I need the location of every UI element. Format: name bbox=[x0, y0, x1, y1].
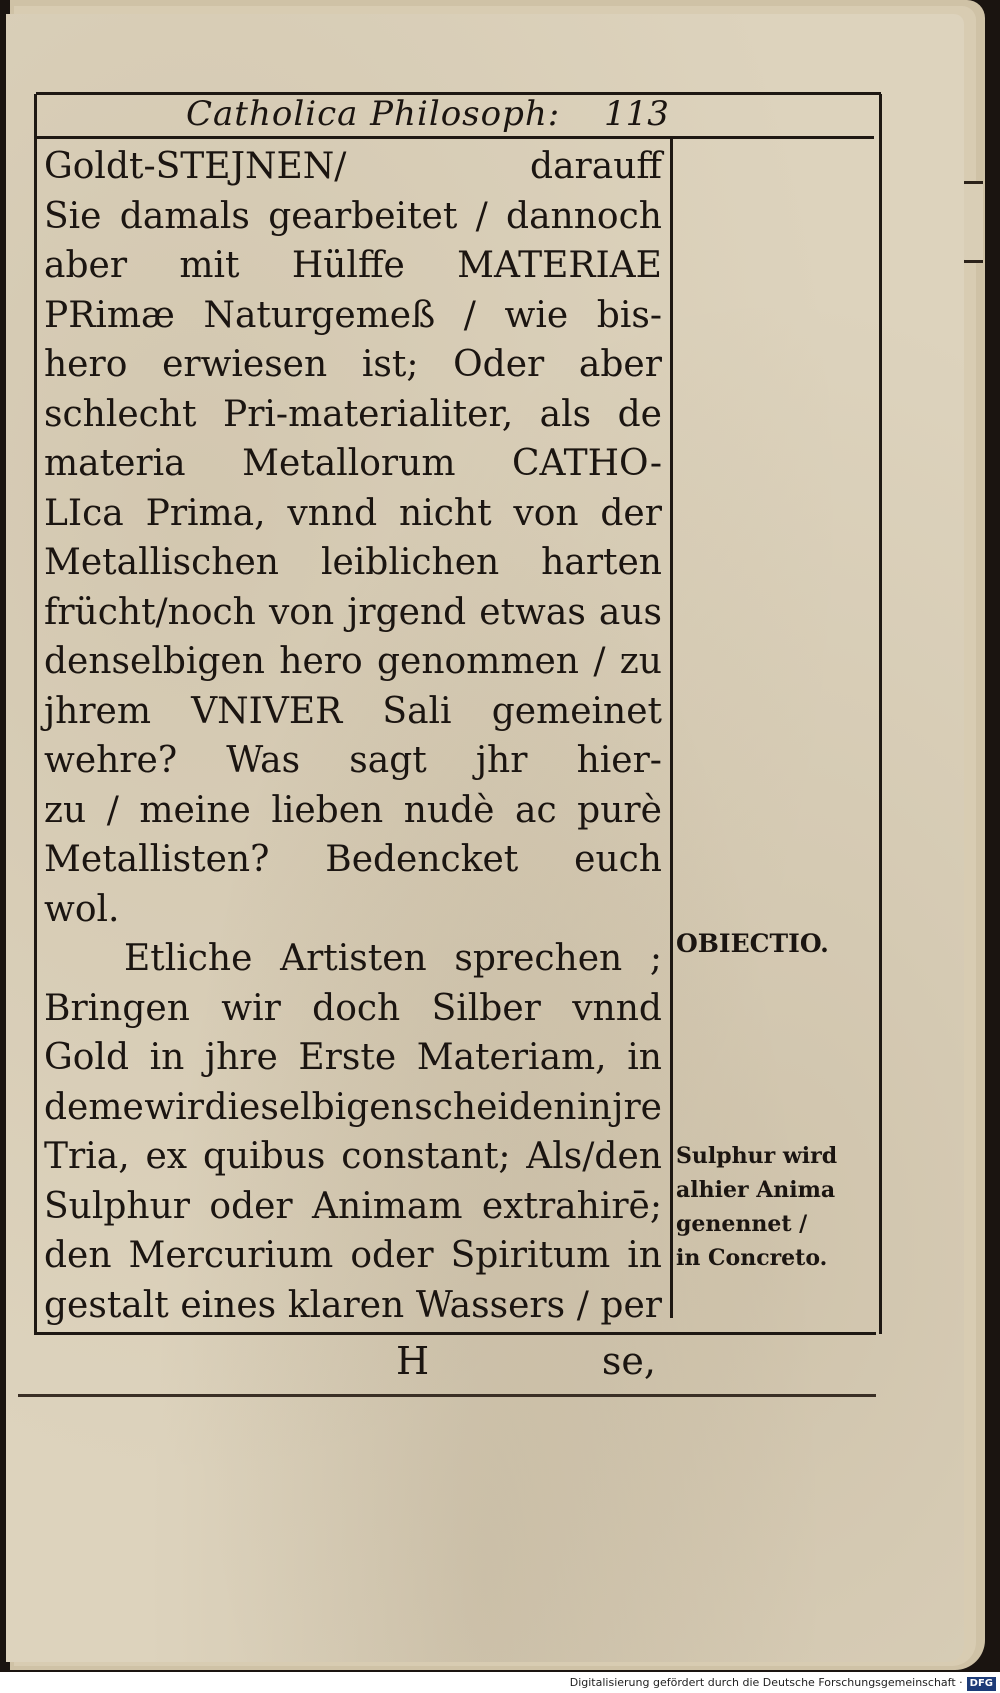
dfg-logo: DFG bbox=[967, 1677, 996, 1691]
text-line: Bringen wir doch Silber vnnd bbox=[44, 987, 662, 1029]
text-line: Metallischen leiblichen harten bbox=[44, 542, 662, 583]
rule-bottom bbox=[34, 1332, 876, 1335]
margin-note-line: in Concreto. bbox=[676, 1245, 828, 1271]
text-line: schlecht Pri-materialiter, als de bbox=[44, 393, 662, 435]
text-line: hero erwiesen ist; Oder aber bbox=[44, 344, 662, 385]
running-title: Catholica Philosoph: bbox=[186, 94, 561, 134]
text-line: PRimæ Naturgemeß / wie bis- bbox=[44, 294, 662, 336]
footer-text: Digitalisierung gefördert durch die Deutsche Forschungsgemeinschaft · bbox=[569, 1676, 963, 1689]
signature-mark: H bbox=[396, 1339, 430, 1383]
text-line: Sie damals gearbeitet / dannoch bbox=[44, 195, 662, 237]
text-line: den Mercurium oder Spiritum in bbox=[44, 1235, 662, 1276]
text-line: frücht/noch von jrgend etwas aus bbox=[44, 591, 662, 633]
margin-note-line: alhier Anima bbox=[676, 1177, 836, 1203]
margin-note-sulphur bbox=[676, 1139, 837, 1275]
rule-header bbox=[36, 136, 874, 139]
text-line: materia Metallorum CATHO- bbox=[44, 443, 662, 484]
main-text-column bbox=[44, 142, 662, 1330]
catchword-line bbox=[396, 1339, 656, 1383]
text-line: gestalt eines klaren Wassers / per bbox=[44, 1284, 662, 1326]
margin-note-line: genennet / bbox=[676, 1211, 808, 1237]
rule-right bbox=[879, 94, 882, 1334]
text-line: denselbigen hero genommen / zu bbox=[44, 641, 662, 682]
text-line: Etliche Artisten sprechen ; bbox=[124, 938, 662, 979]
text-line: Metallisten? Bedencket euch bbox=[44, 839, 662, 880]
rule-margin-divider bbox=[670, 138, 673, 1318]
text-line: Tria, ex quibus constant; Als/den bbox=[44, 1136, 662, 1177]
text-line: wehre? Was sagt jhr hier- bbox=[44, 740, 662, 781]
text-line: aber mit Hülffe MATERIAE bbox=[44, 245, 662, 286]
text-line: deme wir dieselbigen scheiden in jre bbox=[44, 1086, 662, 1128]
margin-note-line: Sulphur wird bbox=[676, 1143, 838, 1169]
text-line: Sulphur oder Animam extrahirē; bbox=[44, 1185, 662, 1227]
rule-bottom-outer bbox=[18, 1394, 876, 1397]
catchword: se, bbox=[601, 1339, 656, 1383]
text-line: Gold in jhre Erste Materiam, in bbox=[44, 1037, 662, 1078]
text-line: wol. bbox=[44, 888, 120, 930]
book-page bbox=[6, 14, 964, 1662]
text-line: jhrem VNIVER Sali gemeinet bbox=[44, 690, 662, 732]
text-line: Goldt-STEJNEN/ darauff bbox=[44, 146, 662, 187]
rule-left bbox=[34, 94, 37, 1334]
text-line: zu / meine lieben nudè ac purè bbox=[44, 789, 662, 831]
digitization-footer bbox=[0, 1672, 1000, 1693]
margin-note-objectio: OBIECTIO. bbox=[676, 929, 829, 958]
page-number: 113 bbox=[604, 94, 669, 134]
text-line: LIca Prima, vnnd nicht von der bbox=[44, 492, 662, 534]
